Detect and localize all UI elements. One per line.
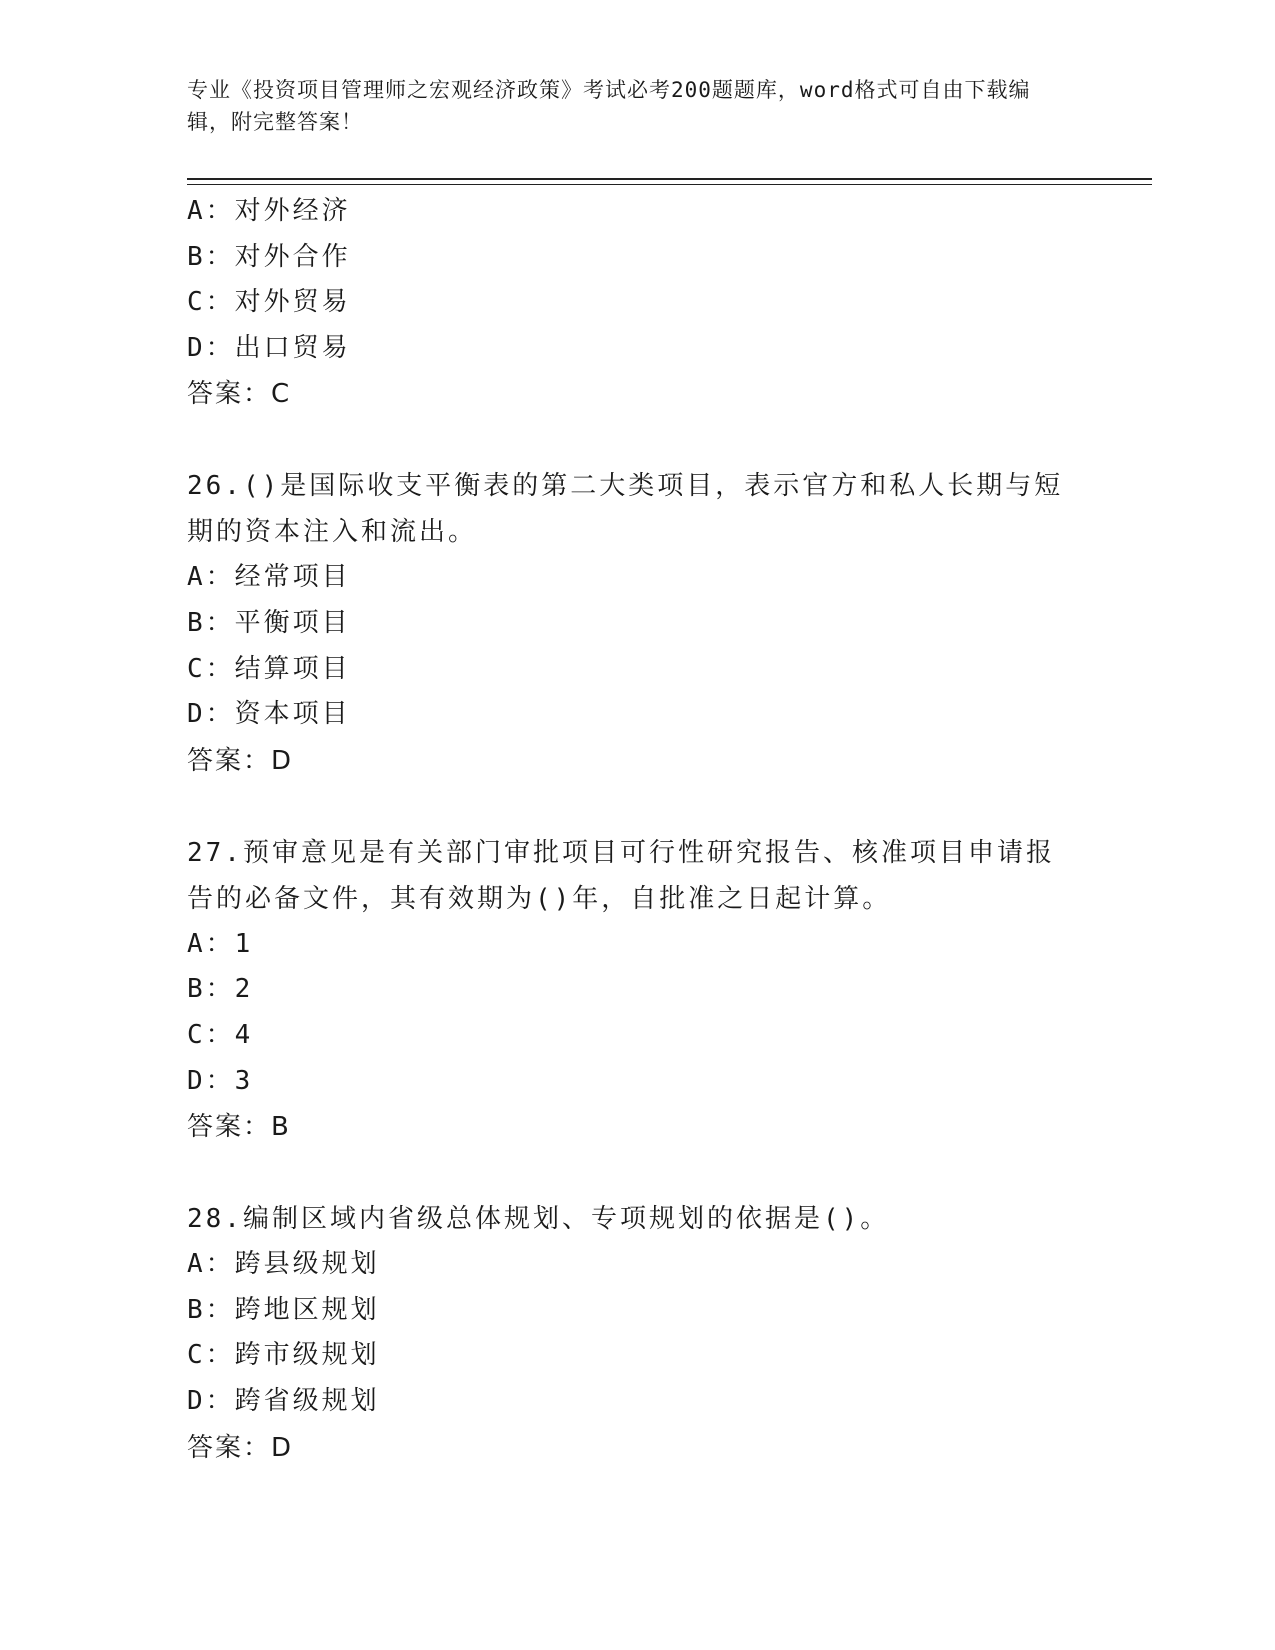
document-page: [187, 0, 1152, 1650]
option-a: A：1: [187, 928, 254, 959]
question-text: 28.编制区域内省级总体规划、专项规划的依据是()。: [187, 1204, 890, 1235]
option-b: B：跨地区规划: [187, 1294, 380, 1325]
answer-line: [187, 1425, 1067, 1471]
question-list: [187, 189, 1067, 1471]
option-d: D：3: [187, 1065, 254, 1096]
option-c: C：结算项目: [187, 653, 351, 684]
option-c: C：跨市级规划: [187, 1340, 380, 1371]
answer-label: 答案：: [187, 1112, 272, 1143]
option-c: C：4: [187, 1019, 254, 1050]
question-text: 27.预审意见是有关部门审批项目可行性研究报告、核准项目申请报告的必备文件，其有效期为()年，自批准之日起计算。: [187, 837, 1055, 914]
answer-value: D: [271, 745, 294, 776]
option-d: D：资本项目: [187, 699, 351, 730]
answer-value: D: [271, 1432, 294, 1463]
question-block-27: [187, 830, 1067, 1150]
option-d: D：出口贸易: [187, 332, 351, 363]
option-a: A：跨县级规划: [187, 1249, 380, 1280]
option-d: D：跨省级规划: [187, 1385, 380, 1416]
option-b: B：对外合作: [187, 241, 351, 272]
header-rule-thick: [187, 178, 1152, 180]
answer-line: [187, 1104, 1067, 1150]
option-a: A：对外经济: [187, 196, 351, 226]
header-rule-thin: [187, 184, 1152, 185]
option-c: C：对外贸易: [187, 287, 351, 318]
answer-label: 答案：: [187, 1432, 272, 1463]
question-block-25: [187, 189, 1067, 417]
option-b: B：2: [187, 974, 254, 1005]
document-header: 专业《投资项目管理师之宏观经济政策》考试必考200题题库，word格式可自由下载编辑，附完整答案！: [187, 78, 1031, 134]
question-block-26: [187, 463, 1067, 783]
option-a: A：经常项目: [187, 562, 351, 593]
answer-label: 答案：: [187, 745, 272, 776]
question-block-28: [187, 1196, 1067, 1470]
answer-value: C: [271, 379, 292, 410]
answer-label: 答案：: [187, 379, 272, 410]
answer-line: [187, 371, 1067, 417]
option-b: B：平衡项目: [187, 607, 351, 638]
question-text: 26.()是国际收支平衡表的第二大类项目，表示官方和私人长期与短期的资本注入和流出。: [187, 471, 1064, 548]
answer-line: [187, 738, 1067, 784]
answer-value: B: [271, 1112, 291, 1143]
